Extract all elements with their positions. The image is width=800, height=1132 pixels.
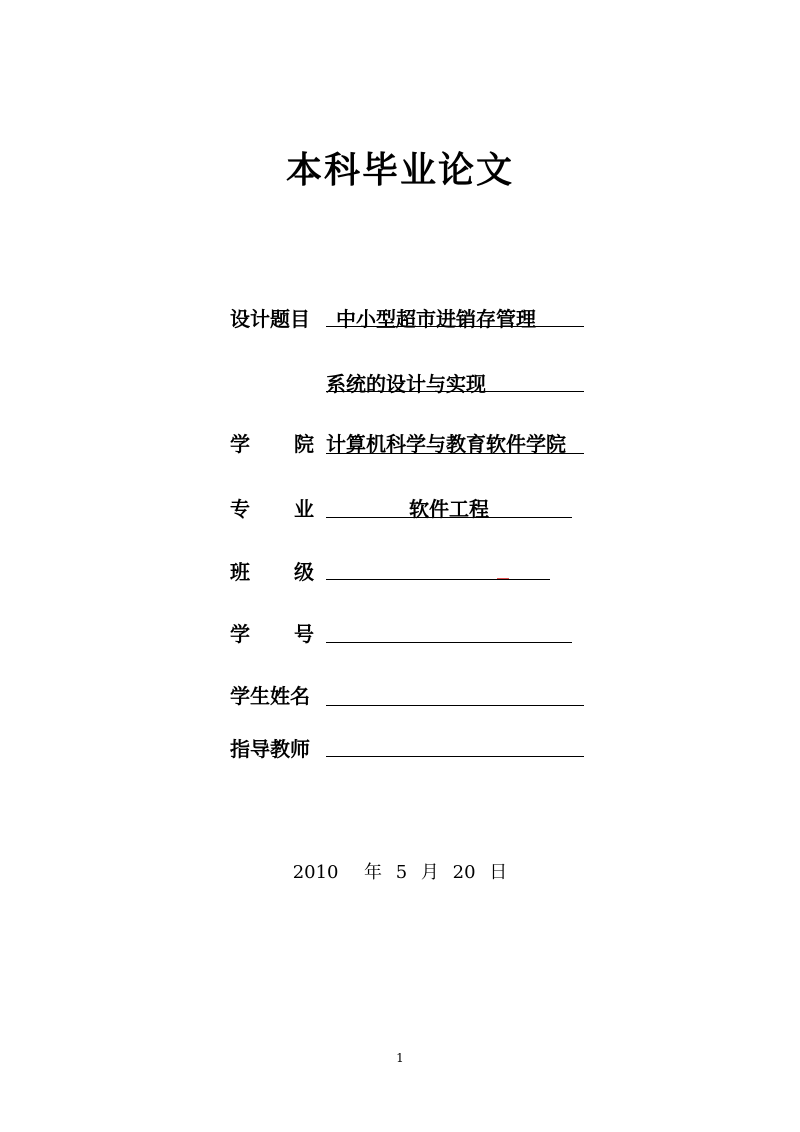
student-id-row: [0, 615, 800, 655]
college-label-char-1: 学: [230, 432, 250, 456]
date-month-unit: 月: [420, 862, 439, 883]
advisor-row: [0, 730, 800, 770]
advisor-label: 指导教师: [230, 737, 310, 761]
date-month: 5: [395, 862, 408, 883]
class-underline: [326, 579, 550, 580]
major-underline: [326, 517, 572, 518]
design-topic-underline-2: [326, 391, 584, 392]
student-id-label: [230, 619, 314, 649]
date-year-unit: 年: [363, 862, 382, 883]
student-id-underline: [326, 642, 572, 643]
design-topic-value-line1: 中小型超市进销存管理: [336, 307, 536, 331]
college-underline: [326, 453, 584, 454]
date-year: 2010: [292, 862, 339, 883]
date-day-unit: 日: [489, 862, 508, 883]
major-label: [230, 494, 314, 524]
date-line: [0, 860, 800, 886]
class-label: [230, 557, 314, 587]
design-topic-label: 设计题目: [230, 307, 310, 331]
document-title: 本科毕业论文: [285, 149, 514, 191]
college-label-char-2: 院: [294, 432, 314, 456]
design-topic-underline-1: [326, 326, 584, 327]
college-label: [230, 429, 314, 459]
advisor-underline: [326, 756, 584, 757]
design-topic-row-2: [0, 365, 800, 405]
major-value: 软件工程: [409, 497, 489, 521]
class-row: [0, 553, 800, 593]
student-name-underline: [326, 705, 584, 706]
student-id-label-char-2: 号: [294, 622, 314, 646]
class-label-char-1: 班: [230, 560, 250, 584]
major-label-char-1: 专: [230, 497, 250, 521]
class-label-char-2: 级: [294, 560, 314, 584]
major-label-char-2: 业: [294, 497, 314, 521]
red-edit-mark: [497, 578, 509, 579]
college-row: [0, 425, 800, 465]
student-id-label-char-1: 学: [230, 622, 250, 646]
major-row: [0, 490, 800, 530]
date-day: 20: [452, 862, 476, 883]
design-topic-value-line2: 系统的设计与实现: [326, 372, 486, 396]
page-number: 1: [396, 1051, 404, 1065]
student-name-row: [0, 677, 800, 717]
design-topic-row: [0, 300, 800, 340]
student-name-label: 学生姓名: [230, 684, 310, 708]
college-value: 计算机科学与教育软件学院: [326, 432, 566, 456]
